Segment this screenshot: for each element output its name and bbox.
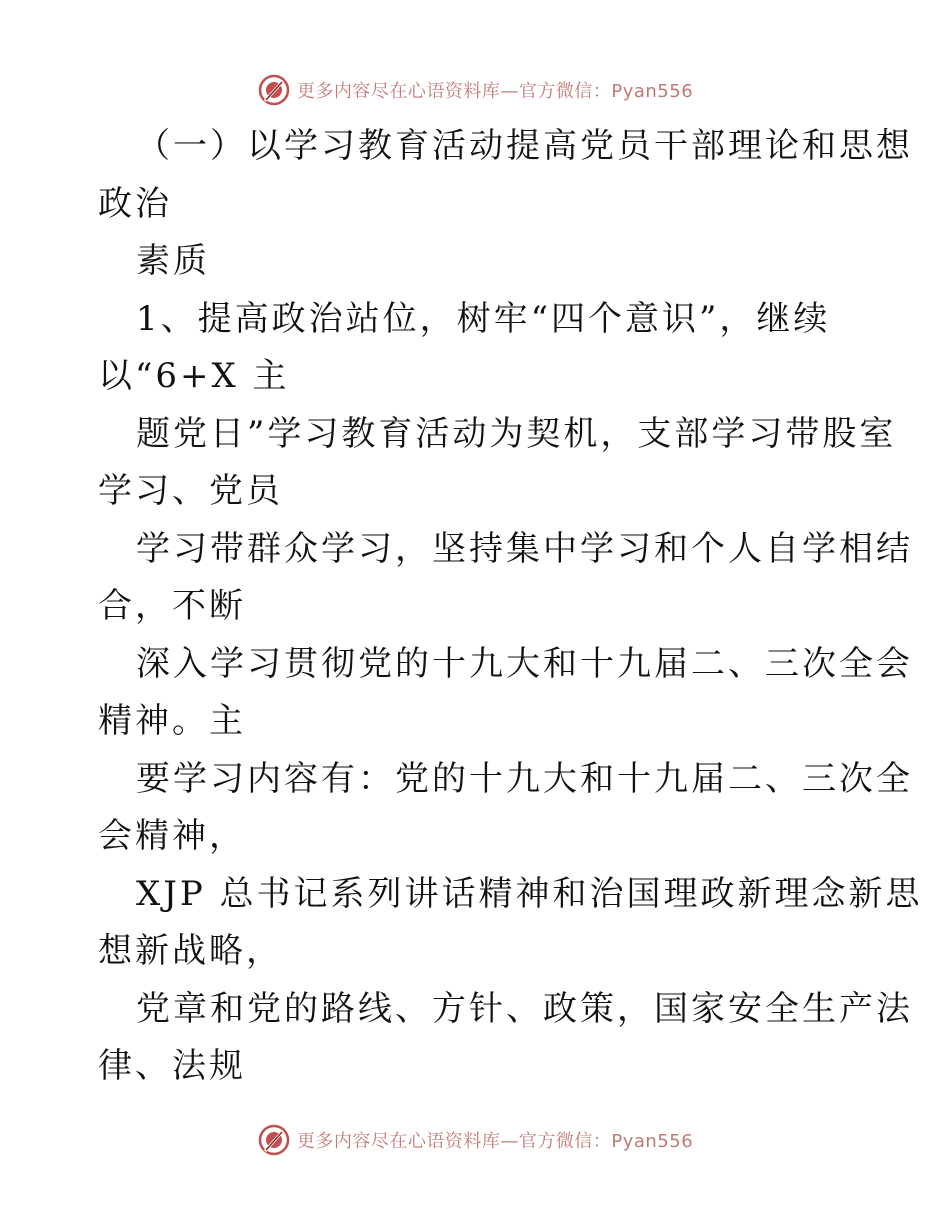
text-line: 学习、党员 — [98, 471, 283, 511]
text-line: 学习带群众学习，坚持集中学习和个人自学相结 — [136, 528, 913, 569]
text-line: 律、法规 — [98, 1046, 246, 1086]
text-line: XJP 总书记系列讲话精神和治国理政新理念新思 — [136, 873, 923, 914]
text-line: 素质 — [136, 241, 210, 281]
pen-logo-icon — [257, 73, 291, 107]
text-line: 深入学习贯彻党的十九大和十九届二、三次全会 — [136, 643, 913, 684]
text-line: （一）以学习教育活动提高党员干部理论和思想 — [136, 126, 913, 166]
text-line: 要学习内容有：党的十九大和十九届二、三次全 — [136, 758, 913, 799]
text-line: 题党日”学习教育活动为契机，支部学习带股室 — [136, 413, 897, 454]
text-line: 党章和党的路线、方针、政策，国家安全生产法 — [136, 988, 913, 1029]
text-line: 1、提高政治站位，树牢“四个意识”，继续 — [136, 298, 831, 339]
header-watermark — [0, 70, 950, 110]
text-line: 想新战略， — [98, 931, 283, 971]
document-body — [98, 118, 923, 1096]
text-line: 精神。主 — [98, 701, 246, 741]
text-line: 会精神， — [98, 816, 246, 856]
watermark-text: 更多内容尽在心语资料库—官方微信：Pyan556 — [296, 81, 694, 102]
footer-watermark — [0, 1120, 950, 1160]
text-line: 合，不断 — [98, 586, 246, 626]
pen-logo-icon — [257, 1123, 291, 1157]
watermark-text: 更多内容尽在心语资料库—官方微信：Pyan556 — [296, 1131, 694, 1152]
text-line: 政治 — [98, 183, 172, 224]
text-line: 以“6+X 主 — [98, 356, 290, 396]
